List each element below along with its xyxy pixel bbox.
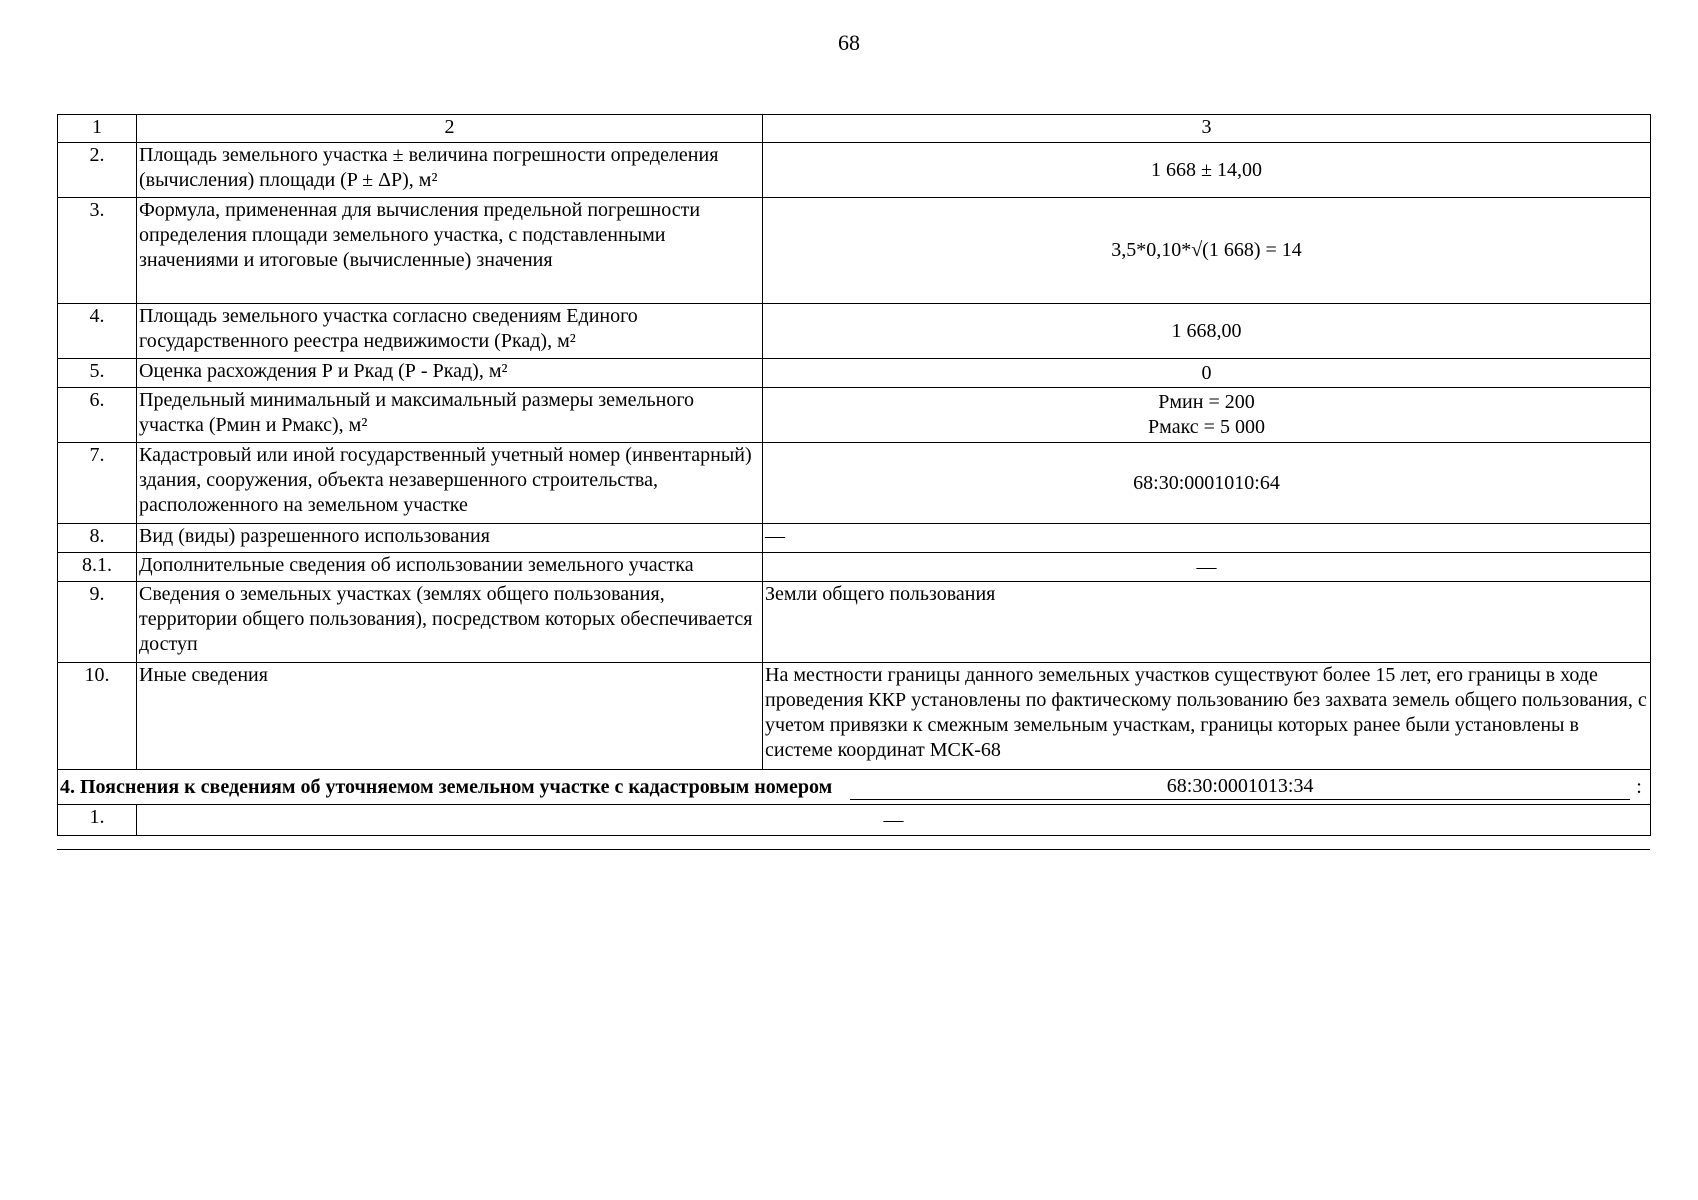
table-bottom-double-rule [57, 849, 1650, 850]
row-value: — [137, 805, 1651, 836]
row-value: — [763, 553, 1651, 582]
table-row [58, 198, 1651, 304]
row-label: Сведения о земельных участках (землях общего пользования, территории общего пользования), посредством которых обеспечивается доступ [137, 582, 763, 663]
row-number: 3. [58, 198, 137, 304]
table-row [58, 805, 1651, 836]
table-row [58, 553, 1651, 582]
row-number: 6. [58, 388, 137, 443]
row-number: 2. [58, 143, 137, 198]
row-label: Площадь земельного участка ± величина погрешности определения (вычисления) площади (P ± ΔP), м² [137, 143, 763, 198]
column-header-1: 1 [58, 115, 137, 143]
cadastral-number: 68:30:0001013:34 [850, 774, 1630, 800]
row-number: 8.1. [58, 553, 137, 582]
page-number: 68 [838, 30, 860, 55]
row-value: 1 668 ± 14,00 [763, 143, 1651, 198]
section-4-colon: : [1636, 776, 1642, 798]
row-label: Оценка расхождения Р и Ркад (Р - Ркад), м² [137, 359, 763, 388]
table-row [58, 359, 1651, 388]
row-value: — [763, 524, 1651, 553]
row-number: 8. [58, 524, 137, 553]
row-label: Предельный минимальный и максимальный размеры земельного участка (Рмин и Рмакс), м² [137, 388, 763, 443]
table-row [58, 443, 1651, 524]
min-size-value: Рмин = 200 [1158, 391, 1255, 413]
row-label: Дополнительные сведения об использовании земельного участка [137, 553, 763, 582]
table-row [58, 582, 1651, 663]
row-value: 3,5*0,10*√(1 668) = 14 [763, 198, 1651, 304]
max-size-value: Рмакс = 5 000 [1148, 416, 1265, 438]
row-label: Формула, примененная для вычисления предельной погрешности определения площади земельного участка, с подставленными значениями и итоговые (вычисленные) значения [137, 198, 763, 304]
table-row [58, 143, 1651, 198]
section-4-heading [58, 770, 1651, 805]
row-label: Кадастровый или иной государственный учетный номер (инвентарный) здания, сооружения, объекта незавершенного строительства, расположенного на земельном участке [137, 443, 763, 524]
table-row [58, 663, 1651, 770]
row-value: На местности границы данного земельных участков существуют более 15 лет, его границы в ходе проведения ККР установлены по фактическому пользованию без захвата земель общего пользования, с учетом привязки к смежным земельным участкам, границы которых ранее были установлены в системе координат МСК-68 [763, 663, 1651, 770]
row-value: 68:30:0001010:64 [763, 443, 1651, 524]
row-value: Земли общего пользования [763, 582, 1651, 663]
row-value: 0 [763, 359, 1651, 388]
row-label: Площадь земельного участка согласно сведениям Единого государственного реестра недвижимости (Ркад), м² [137, 304, 763, 359]
table-row [58, 304, 1651, 359]
cadastral-info-table [57, 114, 1651, 836]
row-label: Вид (виды) разрешенного использования [137, 524, 763, 553]
section-4-heading-row [58, 770, 1651, 805]
row-number: 9. [58, 582, 137, 663]
table-row [58, 524, 1651, 553]
column-header-2: 2 [137, 115, 763, 143]
row-number: 5. [58, 359, 137, 388]
row-number: 4. [58, 304, 137, 359]
row-value: 1 668,00 [763, 304, 1651, 359]
table-row [58, 388, 1651, 443]
row-number: 7. [58, 443, 137, 524]
table-header-row [58, 115, 1651, 143]
row-number: 10. [58, 663, 137, 770]
row-label: Иные сведения [137, 663, 763, 770]
column-header-3: 3 [763, 115, 1651, 143]
row-number: 1. [58, 805, 137, 836]
section-4-title: 4. Пояснения к сведениям об уточняемом земельном участке с кадастровым номером [60, 776, 833, 798]
row-value [763, 388, 1651, 443]
